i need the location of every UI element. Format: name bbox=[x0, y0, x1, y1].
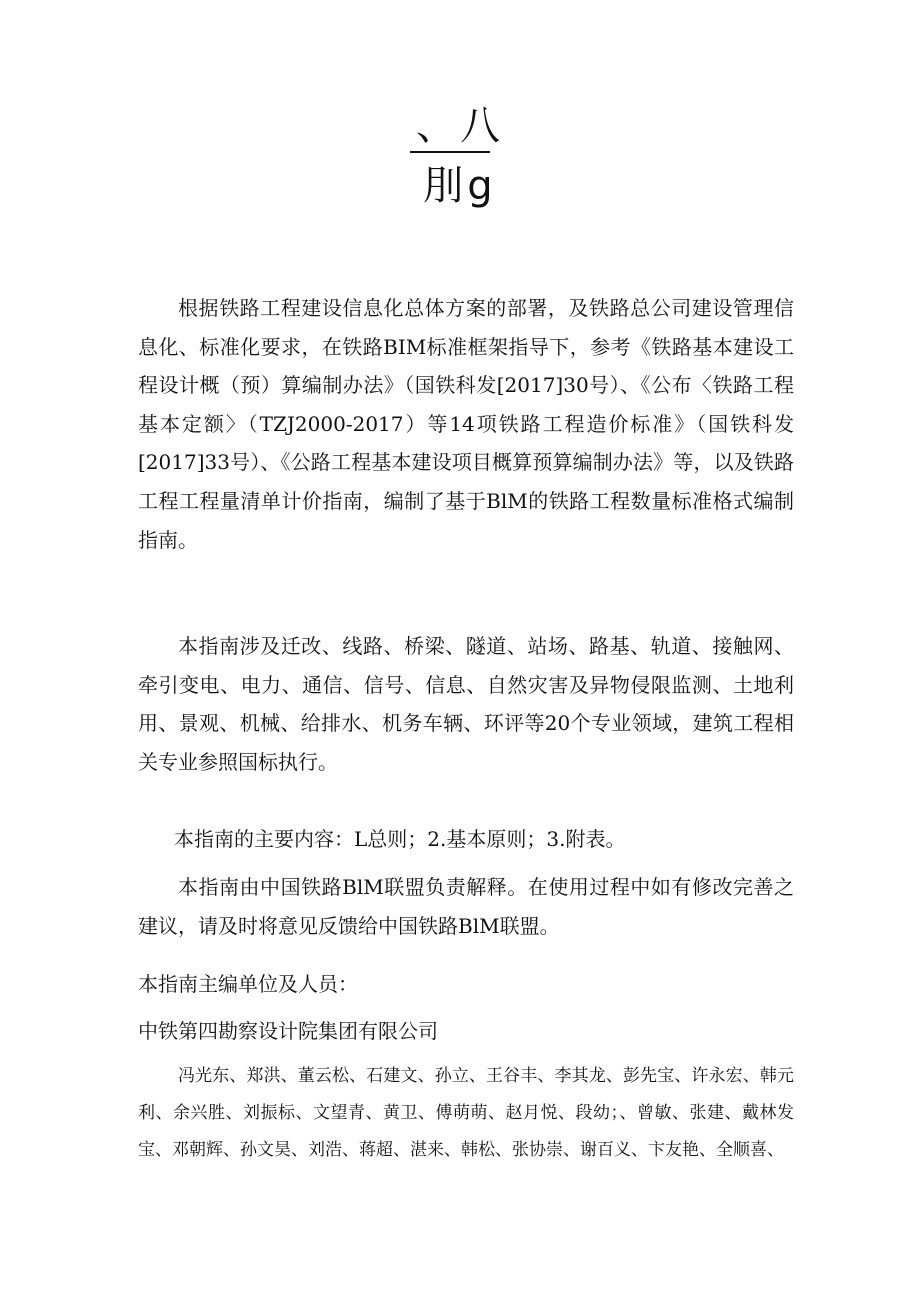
paragraph-background: 根据铁路工程建设信息化总体方案的部署，及铁路总公司建设管理信息化、标准化要求，在铁路BIM标准框架指导下，参考《铁路基本建设工程设计概（预）算编制办法》（国铁科发[2017]30号）、《公布〈铁路工程基本定额〉（TZJ2000-2017）等14项铁路工程造价标准》（国铁科发[2017]33号）、《公路工程基本建设项目概算预算编制办法》等，以及铁路工程工程量清单计价指南，编制了基于BlM的铁路工程数量标准格式编制指南。 bbox=[138, 296, 794, 552]
title-underline bbox=[410, 151, 490, 153]
page-title-bottom: 刖g bbox=[423, 163, 497, 209]
paragraph-scope: 本指南涉及迁改、线路、桥梁、隧道、站场、路基、轨道、接触网、牵引变电、电力、通信、信号、信息、自然灾害及异物侵限监测、土地利用、景观、机械、给排水、机务车辆、环评等20个专业领域，建筑工程相关专业参照国标执行。 bbox=[138, 634, 794, 774]
page-title-top: 、八 bbox=[416, 103, 504, 149]
editor-organization: 中铁第四勘察设计院集团有限公司 bbox=[138, 1019, 438, 1043]
paragraph-editors-heading: 本指南主编单位及人员： bbox=[138, 972, 358, 996]
paragraph-interpretation: 本指南由中国铁路BlM联盟负责解释。在使用过程中如有修改完善之建议，请及时将意见反馈给中国铁路BlM联盟。 bbox=[138, 875, 794, 938]
paragraph-contents: 本指南的主要内容：L总则；2.基本原则；3.附表。 bbox=[174, 827, 626, 851]
editor-names: 冯光东、郑洪、董云松、石建文、孙立、王谷丰、李其龙、彭先宝、许永宏、韩元利、余兴胜、刘振标、文望青、黄卫、傅萌萌、赵月悦、段幼；、曾敏、张建、戴林发宝、邓朝辉、孙文昊、刘浩、蒋超、湛来、韩松、张协崇、谢百义、卞友艳、全顺喜、 bbox=[138, 1066, 794, 1160]
